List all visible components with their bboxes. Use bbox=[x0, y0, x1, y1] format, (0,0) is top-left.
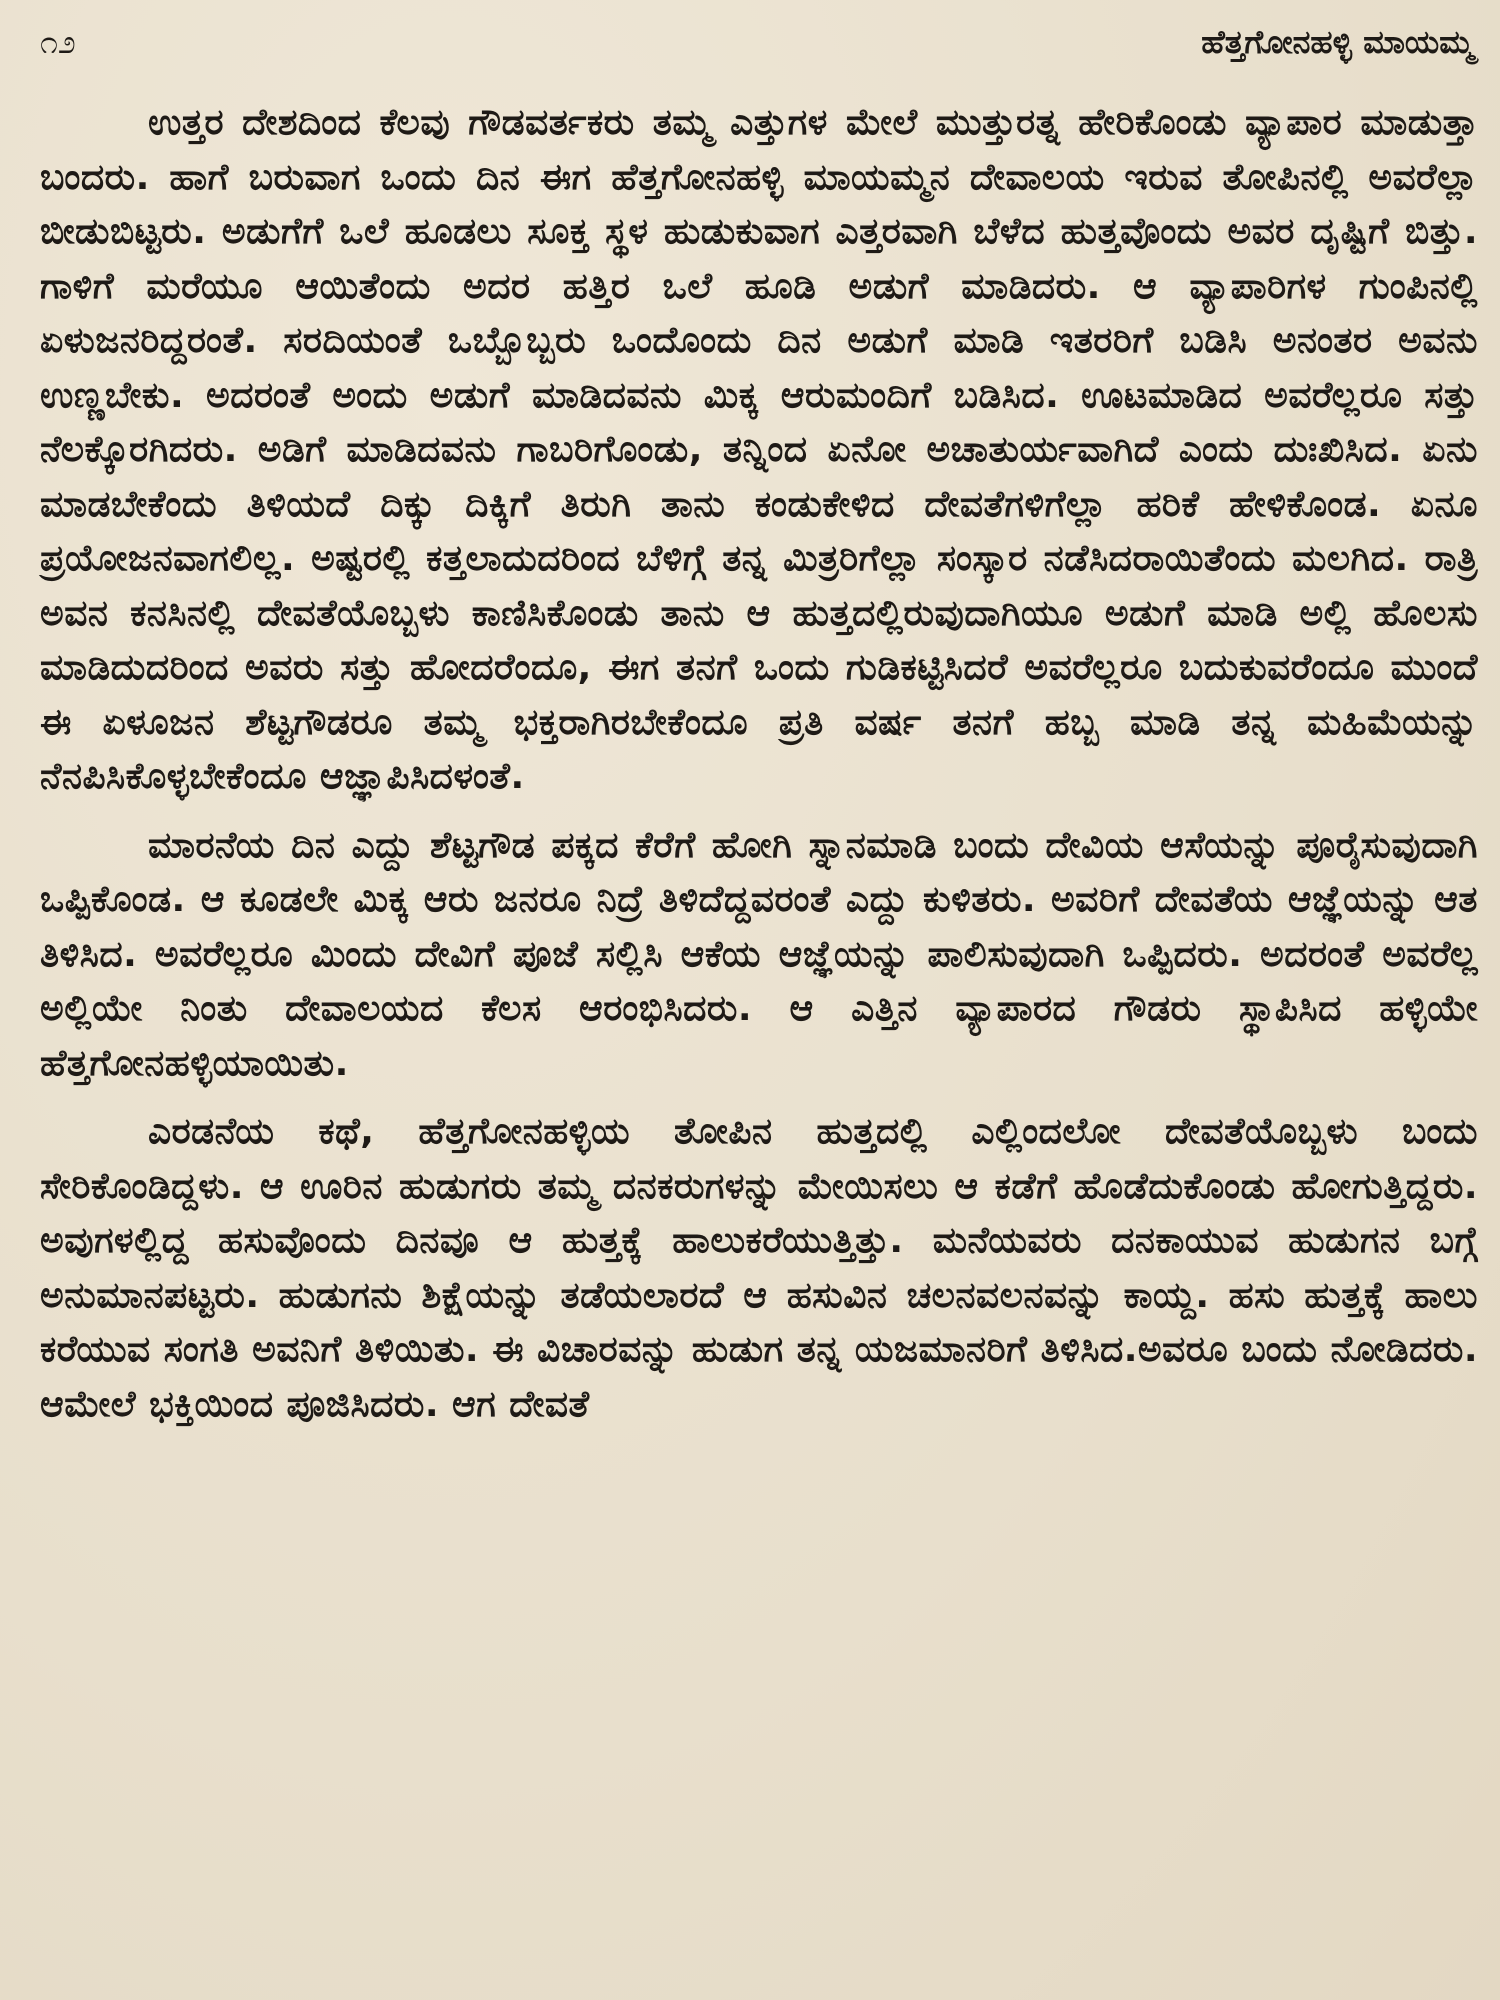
page-header bbox=[40, 22, 1478, 96]
body-text bbox=[40, 96, 1478, 1432]
paragraph-3: ಎರಡನೆಯ ಕಥೆ, ಹೆತ್ತಗೋನಹಳ್ಳಿಯ ತೋಪಿನ ಹುತ್ತದಲ್ಲಿ ಎಲ್ಲಿಂದಲೋ ದೇವತೆಯೊಬ್ಬಳು ಬಂದು ಸೇರಿಕೊಂಡಿದ್ದಳು. ಆ ಊರಿನ ಹುಡುಗರು ತಮ್ಮ ದನಕರುಗಳನ್ನು ಮೇಯಿಸಲು ಆ ಕಡೆಗೆ ಹೊಡೆದುಕೊಂಡು ಹೋಗುತ್ತಿದ್ದರು. ಅವುಗಳಲ್ಲಿದ್ದ ಹಸುವೊಂದು ದಿನವೂ ಆ ಹುತ್ತಕ್ಕೆ ಹಾಲುಕರೆಯುತ್ತಿತ್ತು. ಮನೆಯವರು ದನಕಾಯುವ ಹುಡುಗನ ಬಗ್ಗೆ ಅನುಮಾನಪಟ್ಟರು. ಹುಡುಗನು ಶಿಕ್ಷೆಯನ್ನು ತಡೆಯಲಾರದೆ ಆ ಹಸುವಿನ ಚಲನವಲನವನ್ನು ಕಾಯ್ದ. ಹಸು ಹುತ್ತಕ್ಕೆ ಹಾಲು ಕರೆಯುವ ಸಂಗತಿ ಅವನಿಗೆ ತಿಳಿಯಿತು. ಈ ವಿಚಾರವನ್ನು ಹುಡುಗ ತನ್ನ ಯಜಮಾನರಿಗೆ ತಿಳಿಸಿದ.ಅವರೂ ಬಂದು ನೋಡಿದರು. ಆಮೇಲೆ ಭಕ್ತಿಯಿಂದ ಪೂಜಿಸಿದರು. ಆಗ ದೇವತೆ bbox=[40, 1111, 1478, 1425]
paragraph-2: ಮಾರನೆಯ ದಿನ ಎದ್ದು ಶೆಟ್ಟಗೌಡ ಪಕ್ಕದ ಕೆರೆಗೆ ಹೋಗಿ ಸ್ನಾನಮಾಡಿ ಬಂದು ದೇವಿಯ ಆಸೆಯನ್ನು ಪೂರೈಸುವುದಾಗಿ ಒಪ್ಪಿಕೊಂಡ. ಆ ಕೂಡಲೇ ಮಿಕ್ಕ ಆರು ಜನರೂ ನಿದ್ರೆ ತಿಳಿದೆದ್ದವರಂತೆ ಎದ್ದು ಕುಳಿತರು. ಅವರಿಗೆ ದೇವತೆಯ ಆಜ್ಞೆಯನ್ನು ಆತ ತಿಳಿಸಿದ. ಅವರೆಲ್ಲರೂ ಮಿಂದು ದೇವಿಗೆ ಪೂಜೆ ಸಲ್ಲಿಸಿ ಆಕೆಯ ಆಜ್ಞೆಯನ್ನು ಪಾಲಿಸುವುದಾಗಿ ಒಪ್ಪಿದರು. ಅದರಂತೆ ಅವರೆಲ್ಲ ಅಲ್ಲಿಯೇ ನಿಂತು ದೇವಾಲಯದ ಕೆಲಸ ಆರಂಭಿಸಿದರು. ಆ ಎತ್ತಿನ ವ್ಯಾಪಾರದ ಗೌಡರು ಸ್ಥಾಪಿಸಿದ ಹಳ್ಳಿಯೇ ಹೆತ್ತಗೋನಹಳ್ಳಿಯಾಯಿತು. bbox=[40, 824, 1478, 1084]
running-title: ಹೆತ್ತಗೋನಹಳ್ಳಿ ಮಾಯಮ್ಮ bbox=[1201, 23, 1474, 61]
page-number: ೧೨ bbox=[40, 23, 76, 61]
paragraph-1: ಉತ್ತರ ದೇಶದಿಂದ ಕೆಲವು ಗೌಡವರ್ತಕರು ತಮ್ಮ ಎತ್ತುಗಳ ಮೇಲೆ ಮುತ್ತುರತ್ನ ಹೇರಿಕೊಂಡು ವ್ಯಾಪಾರ ಮಾಡುತ್ತಾ ಬಂದರು. ಹಾಗೆ ಬರುವಾಗ ಒಂದು ದಿನ ಈಗ ಹೆತ್ತಗೋನಹಳ್ಳಿ ಮಾಯಮ್ಮನ ದೇವಾಲಯ ಇರುವ ತೋಪಿನಲ್ಲಿ ಅವರೆಲ್ಲಾ ಬೀಡುಬಿಟ್ಟರು. ಅಡುಗೆಗೆ ಒಲೆ ಹೂಡಲು ಸೂಕ್ತ ಸ್ಥಳ ಹುಡುಕುವಾಗ ಎತ್ತರವಾಗಿ ಬೆಳೆದ ಹುತ್ತವೊಂದು ಅವರ ದೃಷ್ಟಿಗೆ ಬಿತ್ತು. ಗಾಳಿಗೆ ಮರೆಯೂ ಆಯಿತೆಂದು ಅದರ ಹತ್ತಿರ ಒಲೆ ಹೂಡಿ ಅಡುಗೆ ಮಾಡಿದರು. ಆ ವ್ಯಾಪಾರಿಗಳ ಗುಂಪಿನಲ್ಲಿ ಏಳುಜನರಿದ್ದರಂತೆ. ಸರದಿಯಂತೆ ಒಬ್ಬೊಬ್ಬರು ಒಂದೊಂದು ದಿನ ಅಡುಗೆ ಮಾಡಿ ಇತರರಿಗೆ ಬಡಿಸಿ ಅನಂತರ ಅವನು ಉಣ್ಣಬೇಕು. ಅದರಂತೆ ಅಂದು ಅಡುಗೆ ಮಾಡಿದವನು ಮಿಕ್ಕ ಆರುಮಂದಿಗೆ ಬಡಿಸಿದ. ಊಟಮಾಡಿದ ಅವರೆಲ್ಲರೂ ಸತ್ತು ನೆಲಕ್ಕೊರಗಿದರು. ಅಡಿಗೆ ಮಾಡಿದವನು ಗಾಬರಿಗೊಂಡು, ತನ್ನಿಂದ ಏನೋ ಅಚಾತುರ್ಯವಾಗಿದೆ ಎಂದು ದುಃಖಿಸಿದ. ಏನು ಮಾಡಬೇಕೆಂದು ತಿಳಿಯದೆ ದಿಕ್ಕು ದಿಕ್ಕಿಗೆ ತಿರುಗಿ ತಾನು ಕಂಡುಕೇಳಿದ ದೇವತೆಗಳಿಗೆಲ್ಲಾ ಹರಿಕೆ ಹೇಳಿಕೊಂಡ. ಏನೂ ಪ್ರಯೋಜನವಾಗಲಿಲ್ಲ. ಅಷ್ಟರಲ್ಲಿ ಕತ್ತಲಾದುದರಿಂದ ಬೆಳಿಗ್ಗೆ ತನ್ನ ಮಿತ್ರರಿಗೆಲ್ಲಾ ಸಂಸ್ಕಾರ ನಡೆಸಿದರಾಯಿತೆಂದು ಮಲಗಿದ. ರಾತ್ರಿ ಅವನ ಕನಸಿನಲ್ಲಿ ದೇವತೆಯೊಬ್ಬಳು ಕಾಣಿಸಿಕೊಂಡು ತಾನು ಆ ಹುತ್ತದಲ್ಲಿರುವುದಾಗಿಯೂ ಅಡುಗೆ ಮಾಡಿ ಅಲ್ಲಿ ಹೊಲಸು ಮಾಡಿದುದರಿಂದ ಅವರು ಸತ್ತು ಹೋದರೆಂದೂ, ಈಗ ತನಗೆ ಒಂದು ಗುಡಿಕಟ್ಟಿಸಿದರೆ ಅವರೆಲ್ಲರೂ ಬದುಕುವರೆಂದೂ ಮುಂದೆ ಈ ಏಳೂಜನ ಶೆಟ್ಟಗೌಡರೂ ತಮ್ಮ ಭಕ್ತರಾಗಿರಬೇಕೆಂದೂ ಪ್ರತಿ ವರ್ಷ ತನಗೆ ಹಬ್ಬ ಮಾಡಿ ತನ್ನ ಮಹಿಮೆಯನ್ನು ನೆನಪಿಸಿಕೊಳ್ಳಬೇಕೆಂದೂ ಆಜ್ಞಾಪಿಸಿದಳಂತೆ. bbox=[40, 102, 1478, 797]
